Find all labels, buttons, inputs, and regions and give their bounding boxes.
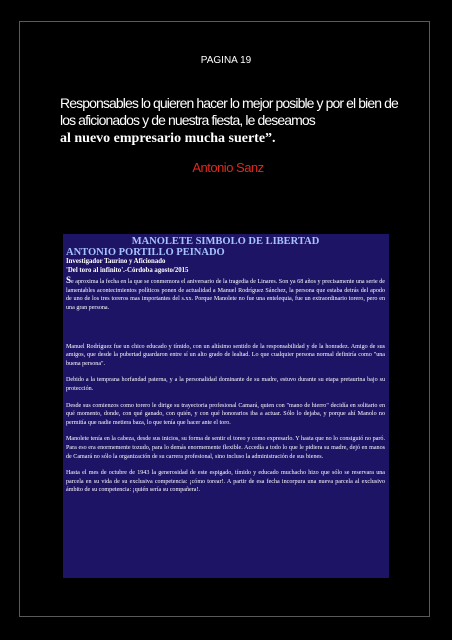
article-paragraph: Hasta el mes de octubre de 1943 la generosidad de este espigado, tímido y educado muchacho hizo que sólo se reservara una parcela en su vida de su exclusiva competencia: ¡cómo torear!. A partir de esa fecha incorpura una nueva parcela al exclusivo ámbito de su competencia: ¡quién sería su compañera!. — [66, 470, 385, 494]
article-title: MANOLETE SIMBOLO DE LIBERTAD — [131, 236, 320, 247]
quote-text: Responsables lo quieren hacer lo mejor posible y por el bien de los aficionados y de nuestra fiesta, le deseamos — [60, 95, 398, 128]
article-author: ANTONIO PORTILLO PEINADO — [66, 247, 225, 258]
first-paragraph-text: e aproxima la fecha en la que se conmemora el aniversario de la tragedia de Linares. Son ya 68 años y precisamente una serie de lamentables acontecimientos políticos ponen de actualidad a Manuel Rodríguez Sánchez, la persona que estaba detrás del apodo de uno de los tres toreros mas importantes del s.xx. Porque Manolete no fue una entelequia, fue un extraordinario torero, pero en una gran persona. — [66, 279, 385, 311]
article-paragraph — [66, 276, 385, 312]
article-paragraph: Manolete tenía en la cabeza, desde sus inicios, su forma de sentir el toreo y como expresarlo. Y hasta que no lo consiguió no paró. Para eso era enormemente tozudo, para lo demás enormemente flexible. Accedía a todo lo que le pidiera su madre, dejó en manos de Camará no sólo la organización de su carrera profesional, sino incluso la administración de sus bienes. — [66, 436, 385, 460]
article-paragraph: Manuel Rodríguez fue un chico educado y tímido, con un altísimo sentido de la responsabilidad y de la honradez. Amigo de sus amigos, que desde la pubertad guardaron entre sí un alto grado de lealtad. Lo que cualquier persona normal definiría como "una buena persona". — [66, 343, 385, 367]
article-paragraph: Debido a la temprana horfandad paterna, y a la personalidad dominante de su madre, estuvo durante su etapa pretaurina bajo su protección. — [66, 377, 385, 392]
article-paragraph: Desde sus comienzos como torero le dirige su trayectoria profesional Camará, quien con "mano de hierro" decidía en solitario en qué momento, donde, con qué ganado, con quién, y con qué honorarios iba a actuar. Sólo lo dejaba, y porque ahí Manolo no permitía que nadie metiera baza, lo que tenía que hacer ante el toro. — [66, 402, 385, 426]
article-box — [63, 234, 389, 578]
quote-block — [60, 95, 400, 147]
article-subtitle: Investigador Taurino y Aficionado — [66, 258, 166, 265]
page-number: PAGINA 19 — [200, 55, 252, 66]
drop-cap: S — [66, 275, 72, 286]
article-source: 'Del toro al infinito'.-Córdoba agosto/2015 — [66, 266, 189, 274]
quote-tail: al nuevo empresario mucha suerte”. — [60, 131, 276, 146]
quote-author: Antonio Sanz — [192, 160, 264, 175]
